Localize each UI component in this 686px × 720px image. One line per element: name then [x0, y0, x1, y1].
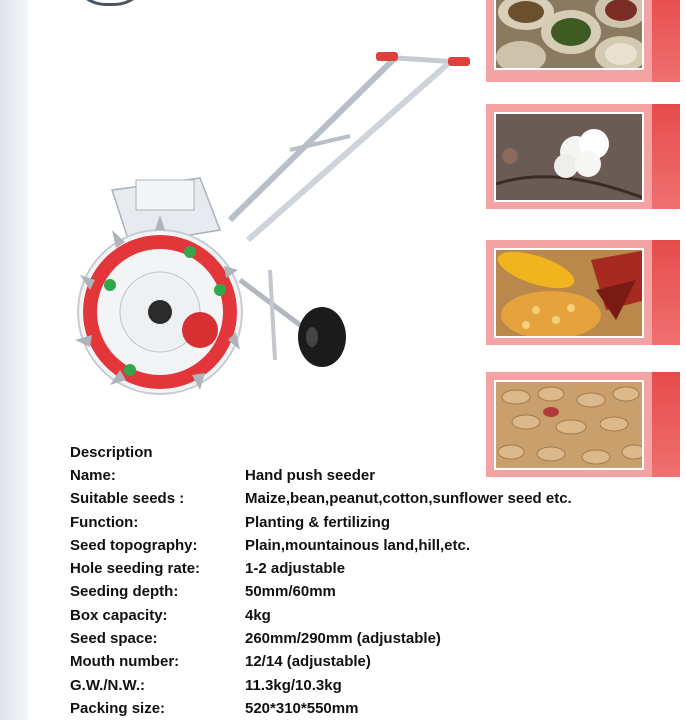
spec-value: 12/14 (adjustable)	[245, 653, 371, 671]
spec-row-box-capacity	[70, 604, 670, 627]
spec-row-seed-topography	[70, 534, 670, 557]
spec-row-seed-space	[70, 627, 670, 650]
spec-row-packing-size	[70, 697, 670, 720]
seed-bags-thumbnail	[486, 0, 680, 82]
spec-row-mouth-number	[70, 650, 670, 673]
spec-row-function	[70, 511, 670, 534]
cotton-thumbnail	[486, 104, 680, 209]
spec-value: 50mm/60mm	[245, 583, 336, 601]
spec-value: 4kg	[245, 606, 271, 624]
corn-thumbnail	[486, 240, 680, 345]
spec-row-seeding-depth	[70, 580, 670, 603]
spec-row-name	[70, 464, 670, 487]
spec-label: Mouth number:	[70, 653, 180, 671]
spec-value: 520*310*550mm	[245, 699, 359, 717]
spec-label: G.W./N.W.:	[70, 676, 145, 694]
spec-label: Hole seeding rate:	[70, 560, 201, 578]
spec-row-weight	[70, 674, 670, 697]
spec-label: Packing size:	[70, 699, 166, 717]
spec-label: Name:	[70, 467, 116, 484]
seed-bags-photo	[494, 0, 644, 70]
spec-value: 260mm/290mm (adjustable)	[245, 630, 441, 648]
spec-label: Seeding depth:	[70, 583, 179, 601]
spec-table	[70, 441, 670, 720]
spec-value: Maize,bean,peanut,cotton,sunflower seed etc.	[245, 490, 572, 508]
left-margin-band	[0, 0, 28, 720]
corn-photo	[494, 248, 644, 338]
spec-label: Function:	[70, 513, 139, 531]
spec-value: Plain,mountainous land,hill,etc.	[245, 536, 471, 554]
spec-row-hole-seeding-rate	[70, 557, 670, 580]
spec-value: 1-2 adjustable	[245, 560, 346, 578]
spec-value: Planting & fertilizing	[245, 513, 390, 531]
spec-label: Seed topography:	[70, 536, 198, 554]
description-heading: Description	[70, 444, 153, 461]
spec-label: Suitable seeds :	[70, 490, 185, 508]
spec-label: Seed space:	[70, 630, 158, 648]
hand-push-seeder-image	[50, 40, 480, 400]
spec-label: Box capacity:	[70, 606, 168, 624]
spec-row-suitable-seeds	[70, 487, 670, 510]
spec-value: Hand push seeder	[245, 467, 376, 484]
cotton-photo	[494, 112, 644, 202]
spec-value: 11.3kg/10.3kg	[245, 676, 342, 694]
